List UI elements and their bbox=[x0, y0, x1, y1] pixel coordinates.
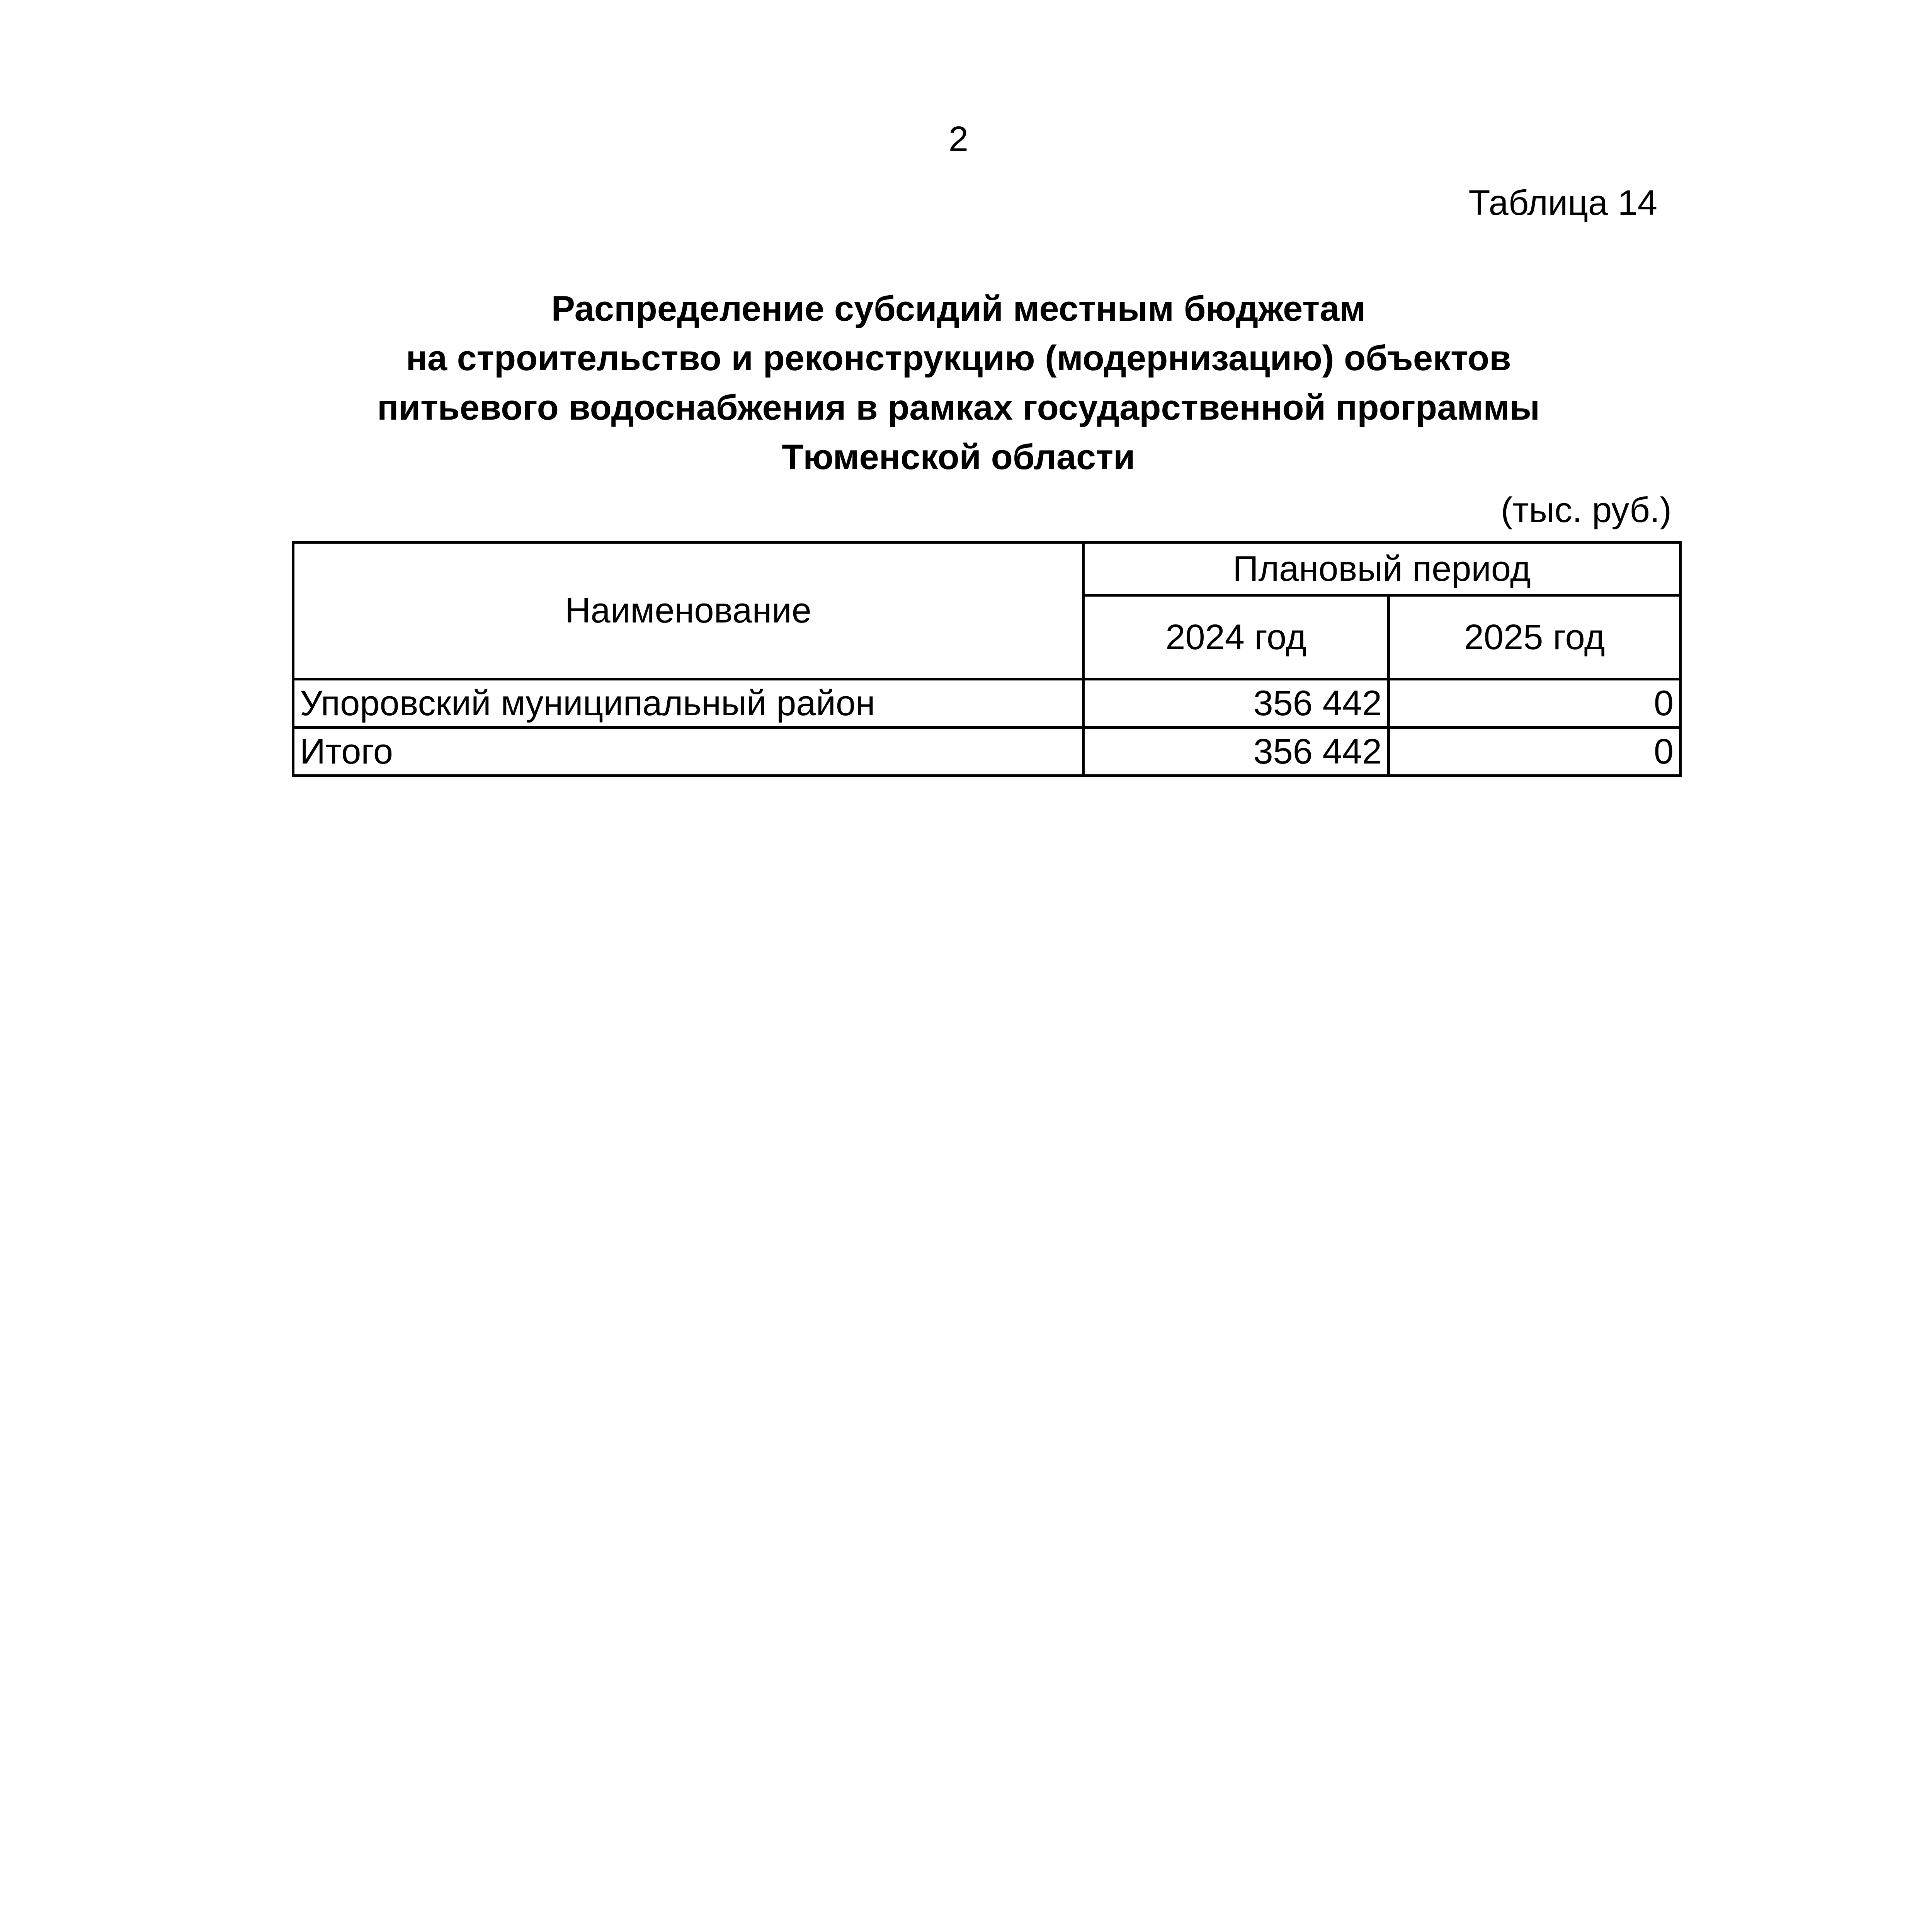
document-title bbox=[0, 284, 1917, 482]
row-name: Упоровский муниципальный район bbox=[293, 679, 1084, 728]
subsidy-table bbox=[292, 541, 1682, 777]
units-label: (тыс. руб.) bbox=[1500, 490, 1672, 530]
total-name: Итого bbox=[293, 728, 1084, 776]
total-value-2025: 0 bbox=[1389, 728, 1681, 776]
title-line: Тюменской области bbox=[782, 437, 1135, 477]
row-value-2025: 0 bbox=[1389, 679, 1681, 728]
title-line: Распределение субсидий местным бюджетам bbox=[551, 289, 1366, 328]
table-label: Таблица 14 bbox=[1468, 183, 1657, 223]
page-number: 2 bbox=[948, 119, 969, 159]
row-value-2024: 356 442 bbox=[1084, 679, 1389, 728]
header-year-2025: 2025 год bbox=[1389, 595, 1681, 679]
header-planned-period: Плановый период bbox=[1084, 543, 1681, 595]
title-line: на строительство и реконструкцию (модернизацию) объектов bbox=[406, 338, 1511, 378]
total-row bbox=[293, 728, 1681, 776]
header-year-2024: 2024 год bbox=[1084, 595, 1389, 679]
table-row bbox=[293, 679, 1681, 728]
title-line: питьевого водоснабжения в рамках государственной программы bbox=[377, 388, 1540, 427]
header-name: Наименование bbox=[293, 543, 1084, 679]
total-value-2024: 356 442 bbox=[1084, 728, 1389, 776]
